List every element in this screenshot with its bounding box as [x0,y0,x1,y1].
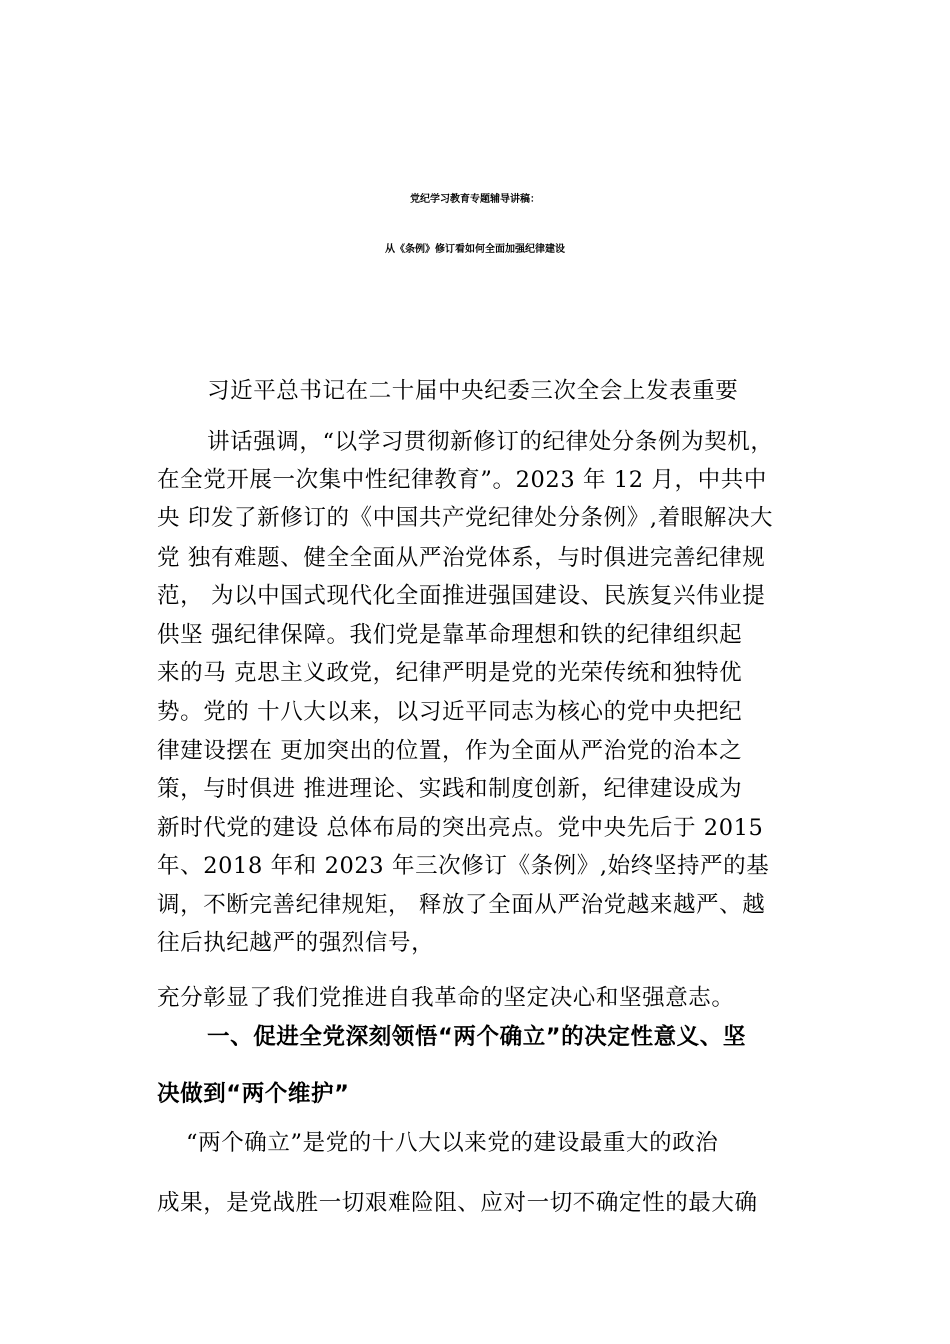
body-line: 新时代党的建设 总体布局的突出亮点。党中央先后于 2015 [157,815,764,841]
body-line: 策，与时俱进 推进理论、实践和制度创新，纪律建设成为 [157,776,743,802]
body-line: 成果，是党战胜一切艰难险阻、应对一切不确定性的最大确 [157,1190,758,1216]
section-heading-line-1: 一、促进全党深刻领悟“两个确立”的决定性意义、坚 [207,1024,746,1050]
body-line: 律建设摆在 更加突出的位置，作为全面从严治党的治本之 [157,738,743,764]
document-title-line-1: 党纪学习教育专题辅导讲稿： [410,194,540,205]
body-line: 讲话强调，“以学习贯彻新修订的纪律处分条例为契机， [207,429,774,455]
document-title-line-2: 从《条例》修订看如何全面加强纪律建设 [385,244,565,255]
section-heading-line-2: 决做到“两个维护” [157,1081,350,1107]
body-line: 来的马 克思主义政党，纪律严明是党的光荣传统和独特优 [157,660,743,686]
body-line: 势。党的 十八大以来，以习近平同志为核心的党中央把纪 [157,699,743,725]
body-line: 范， 为以中国式现代化全面推进强国建设、民族复兴伟业提 [157,583,766,609]
body-line: 党 独有难题、健全全面从严治党体系，与时俱进完善纪律规 [157,545,766,571]
body-line: 央 印发了新修订的《中国共产党纪律处分条例》,着眼解决大 [157,505,774,531]
body-line: 充分彰显了我们党推进自我革命的坚定决心和坚强意志。 [157,985,735,1011]
body-line: “两个确立”是党的十八大以来党的建设最重大的政治 [186,1130,719,1156]
body-line: 供坚 强纪律保障。我们党是靠革命理想和铁的纪律组织起 [157,622,743,648]
body-line: 习近平总书记在二十届中央纪委三次全会上发表重要 [207,378,739,404]
body-line: 年、2018 年和 2023 年三次修订《条例》,始终坚持严的基 [157,853,770,879]
body-line: 在全党开展一次集中性纪律教育”。2023 年 12 月，中共中 [157,467,767,493]
body-line: 调，不断完善纪律规矩， 释放了全面从严治党越来越严、越 [157,892,766,918]
body-line: 往后执纪越严的强烈信号， [157,930,435,956]
